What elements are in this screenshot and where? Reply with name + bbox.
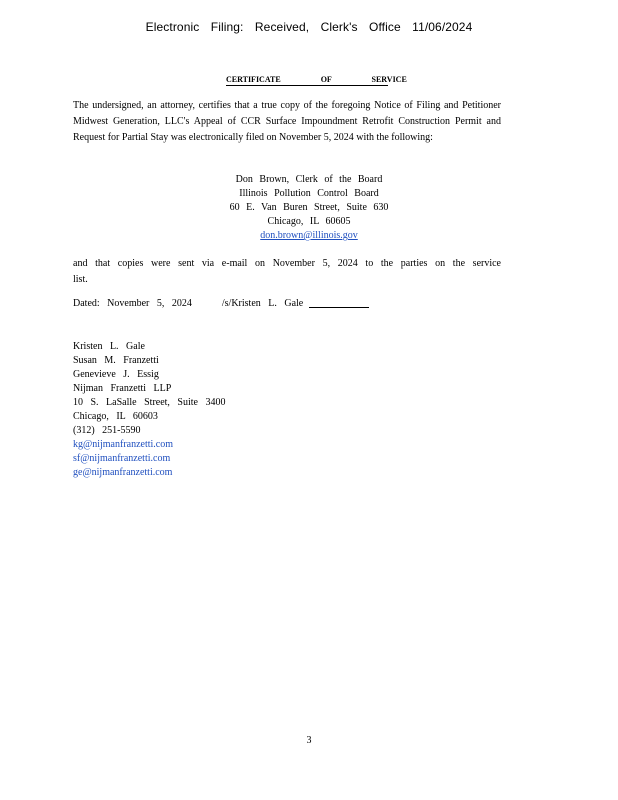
dated-line xyxy=(73,298,369,309)
signer-block xyxy=(73,340,226,480)
signature: /s/Kristen L. Gale xyxy=(221,298,304,309)
certificate-intro-paragraph: The undersigned, an attorney, certifies that a true copy of the foregoing Notice of Filing and Petitioner Midwest Generation, LLC's Appeal of CCR Surface Impoundment Retrofit Construction Permit and Request for Partial Stay was electronically filed on November 5, 2024 with the following: xyxy=(73,100,501,143)
filing-stamp-header: Electronic Filing: Received, Clerk's Office 11/06/2024 xyxy=(145,20,473,34)
firm-name: Nijman Franzetti LLP xyxy=(73,383,172,394)
firm-phone: (312) 251-5590 xyxy=(73,425,141,436)
signer-email-link[interactable]: kg@nijmanfranzetti.com xyxy=(73,439,174,450)
recipient-address-block xyxy=(0,173,618,243)
recipient-street: 60 E. Van Buren Street, Suite 630 xyxy=(229,202,389,213)
signer-email-link[interactable]: ge@nijmanfranzetti.com xyxy=(73,467,173,478)
recipient-name: Don Brown, Clerk of the Board xyxy=(235,174,383,185)
dated-value: November 5, 2024 xyxy=(107,298,192,309)
dated-label: Dated: xyxy=(73,298,100,309)
service-statement: and that copies were sent via e-mail on November 5, 2024 to the parties on the service list. xyxy=(73,258,501,285)
certificate-title: CERTIFICATE OF SERVICE xyxy=(226,75,407,84)
signer-name: Kristen L. Gale xyxy=(73,341,145,352)
recipient-city: Chicago, IL 60605 xyxy=(267,216,351,227)
recipient-organization: Illinois Pollution Control Board xyxy=(239,188,379,199)
recipient-email-link[interactable]: don.brown@illinois.gov xyxy=(260,230,358,241)
signer-name: Genevieve J. Essig xyxy=(73,369,159,380)
signature-line xyxy=(309,307,369,308)
firm-street: 10 S. LaSalle Street, Suite 3400 xyxy=(73,397,226,408)
page-number: 3 xyxy=(306,735,312,746)
firm-city: Chicago, IL 60603 xyxy=(73,411,158,422)
signer-name: Susan M. Franzetti xyxy=(73,355,159,366)
signer-email-link[interactable]: sf@nijmanfranzetti.com xyxy=(73,453,171,464)
